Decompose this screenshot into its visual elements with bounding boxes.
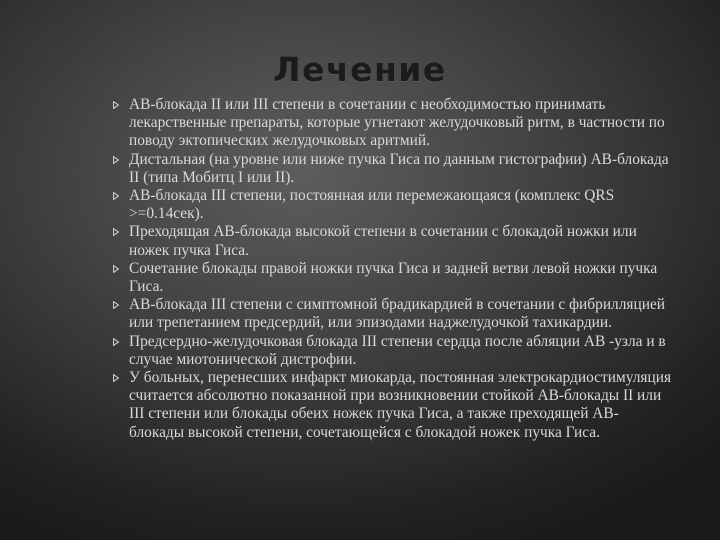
bullet-text: АВ-блокада III степени, постоянная или перемежающаяся (комплекс QRS >=0.14сек). — [129, 187, 615, 223]
bullet-text: АВ-блокада III степени с симптомной брадикардией в сочетании с фибрилляцией или трепетанием предсердий, или эпизодами наджелудочкой тахикардии. — [129, 296, 666, 332]
bullet-list — [113, 96, 673, 442]
hollow-triangle-right-icon — [113, 192, 119, 200]
hollow-triangle-right-icon — [113, 338, 119, 346]
bullet-text: АВ-блокада II или III степени в сочетании с необходимостью принимать лекарственные препараты, которые угнетают желудочковый ритм, в частности по поводу эктопических желудочковых аритмий. — [129, 96, 665, 150]
bullet-text: Преходящая АВ-блокада высокой степени в сочетании с блокадой ножки или ножек пучка Гиса. — [129, 223, 637, 259]
hollow-triangle-right-icon — [113, 228, 119, 236]
bullet-text: У больных, перенесших инфаркт миокарда, постоянная электрокардиостимуляция считается абсолютно показанной при возникновении стойкой АВ-блокады II или III степени или блокады обеих ножек пучка Гиса, а также преходящей АВ-блокады высокой степени, сочетающейся с блокадой ножек пучка Гиса. — [129, 369, 672, 441]
bullet-item — [113, 333, 673, 369]
bullet-text: Сочетание блокады правой ножки пучка Гиса и задней ветви левой ножки пучка Гиса. — [129, 259, 658, 296]
hollow-triangle-right-icon — [113, 301, 119, 309]
bullet-item — [113, 151, 673, 187]
hollow-triangle-right-icon — [113, 374, 119, 382]
hollow-triangle-right-icon — [113, 156, 119, 164]
bullet-item — [113, 96, 673, 151]
bullet-item — [113, 187, 673, 223]
bullet-item — [113, 369, 673, 442]
slide-title-text: Лечение — [273, 50, 447, 89]
hollow-triangle-right-icon — [113, 265, 119, 273]
hollow-triangle-right-icon — [113, 101, 119, 109]
bullet-text: Дистальная (на уровне или ниже пучка Гиса по данным гистографии) АВ-блокада II (типа Мобитц I или II). — [129, 150, 669, 186]
bullet-item — [113, 260, 673, 296]
slide-title — [0, 44, 720, 96]
bullet-item — [113, 296, 673, 332]
bullet-item — [113, 223, 673, 259]
bullet-text: Предсердно-желудочковая блокада III степени сердца после абляции АВ -узла и в случае миотонической дистрофии. — [129, 332, 666, 368]
